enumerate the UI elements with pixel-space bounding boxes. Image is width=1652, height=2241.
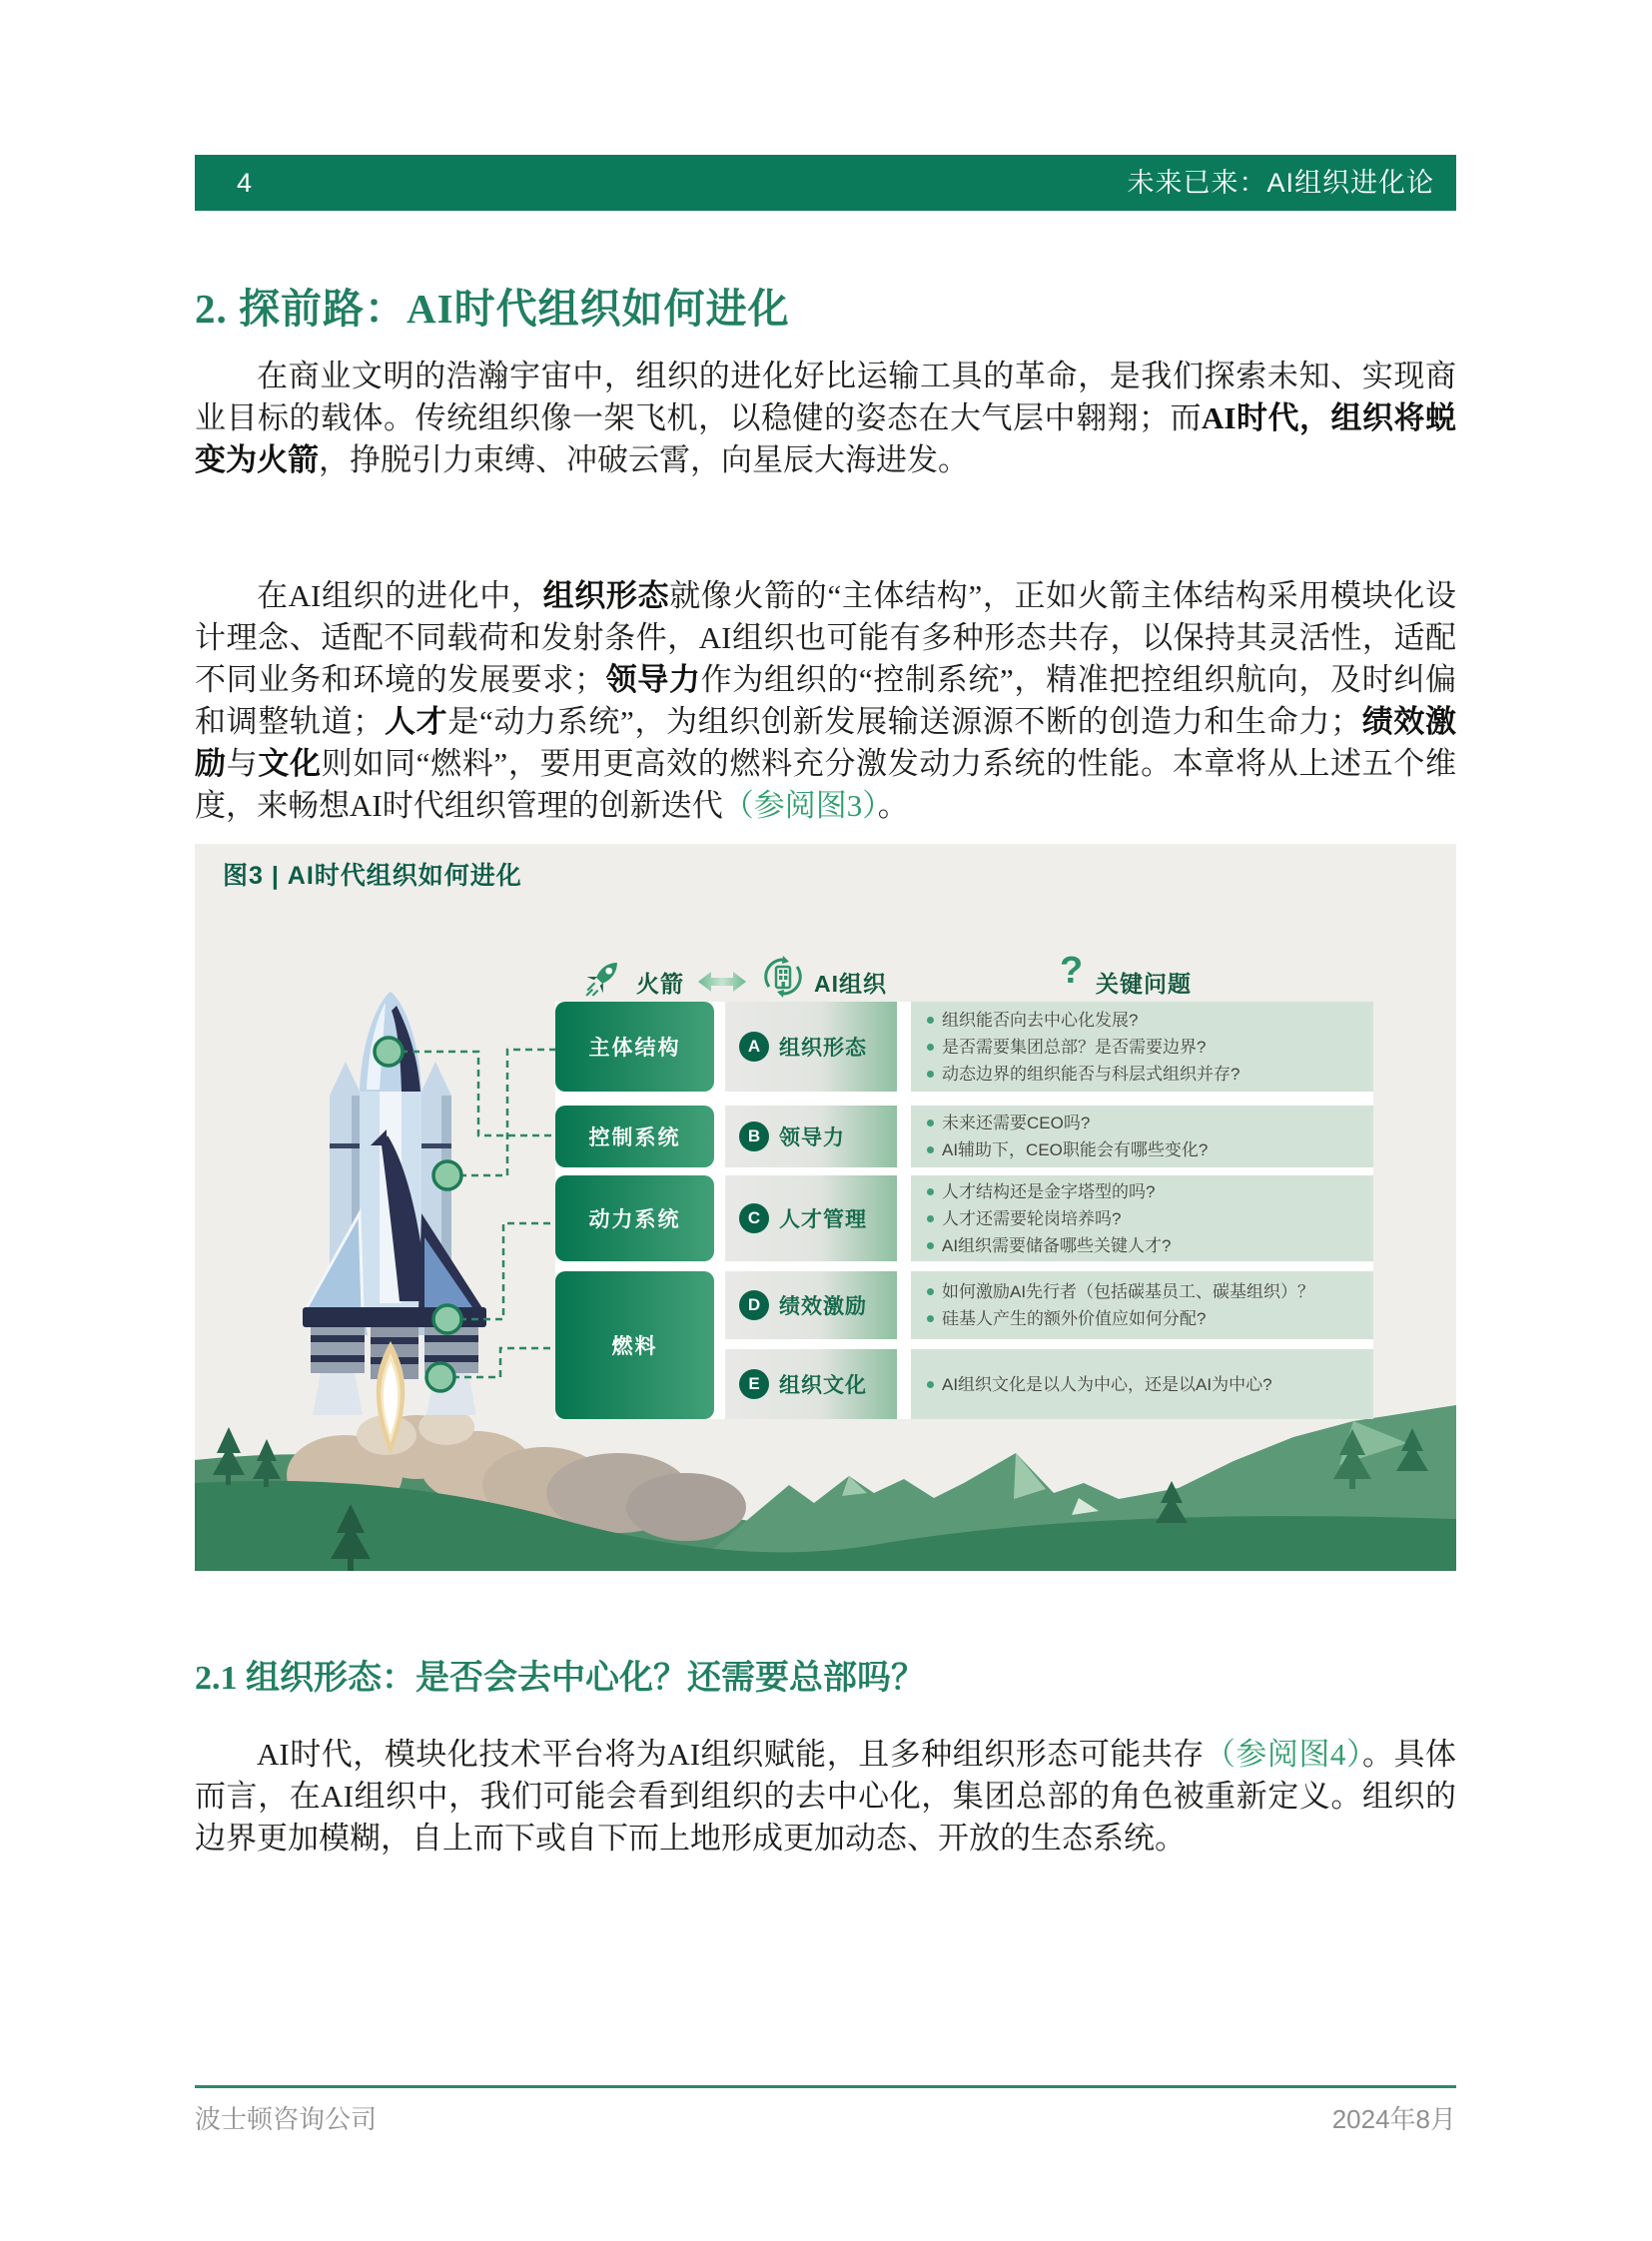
term-organization-form: 组织形态 bbox=[542, 578, 670, 613]
bullet-icon bbox=[927, 1120, 934, 1126]
bullet-icon bbox=[927, 1071, 934, 1078]
question: 人才还需要轮岗培养吗? bbox=[942, 1208, 1122, 1228]
question-mark-icon: ? bbox=[1060, 950, 1084, 992]
dimension-label: 组织形态 bbox=[779, 1037, 867, 1060]
dimension-organization-form bbox=[725, 1002, 897, 1092]
dimension-label: 领导力 bbox=[779, 1126, 845, 1149]
figure-3 bbox=[195, 844, 1456, 1571]
footer-date: 2024年8月 bbox=[1331, 2104, 1456, 2134]
bullet-icon bbox=[927, 1215, 934, 1222]
system-label: 控制系统 bbox=[588, 1126, 681, 1149]
questions-leadership bbox=[911, 1106, 1373, 1167]
term-culture: 文化 bbox=[258, 746, 322, 781]
letter-badge: D bbox=[739, 1290, 769, 1320]
paragraph-1-bold: AI时代，组织将蜕变为火箭 bbox=[195, 400, 1457, 477]
paragraph-2-text: 在AI组织的进化中， bbox=[257, 578, 543, 613]
questions-incentive bbox=[911, 1271, 1373, 1339]
figure4-reference-link[interactable]: （参阅图4） bbox=[1204, 1737, 1362, 1772]
system-box-structure bbox=[555, 1002, 714, 1092]
legend-rocket-label: 火箭 bbox=[636, 971, 684, 997]
dimension-incentive bbox=[725, 1271, 897, 1339]
questions-culture bbox=[911, 1349, 1373, 1419]
system-box-control bbox=[555, 1106, 714, 1167]
term-incentive: 绩效激励 bbox=[195, 704, 1457, 781]
page-number: 4 bbox=[237, 168, 253, 198]
question: 组织能否向去中心化发展? bbox=[942, 1010, 1139, 1030]
bullet-icon bbox=[927, 1242, 934, 1249]
questions-organization-form bbox=[911, 1002, 1373, 1092]
footer-divider bbox=[195, 2085, 1456, 2088]
paragraph-2 bbox=[195, 575, 1456, 827]
bullet-icon bbox=[927, 1044, 934, 1051]
figure-title: 图3 | AI时代组织如何进化 bbox=[223, 862, 522, 890]
system-label: 动力系统 bbox=[588, 1208, 681, 1231]
ai-organization-icon bbox=[760, 954, 806, 1000]
rocket-icon bbox=[584, 956, 626, 998]
term-talent: 人才 bbox=[384, 704, 448, 739]
paragraph-2-text: 就像火箭的“主体结构”，正如火箭主体结构采用模块化设计理念、适配不同载荷和发射条件，AI组织也可能有多种形态共存，以保持其灵活性，适配不同业务和环境的发展要求； bbox=[195, 578, 1456, 697]
paragraph-3 bbox=[195, 1734, 1456, 1860]
header-title: 未来已来：AI组织进化论 bbox=[1127, 168, 1434, 198]
letter-badge: E bbox=[739, 1369, 769, 1399]
letter-badge: A bbox=[739, 1032, 769, 1062]
letter-badge: B bbox=[739, 1121, 769, 1151]
questions-talent bbox=[911, 1175, 1373, 1261]
bullet-icon bbox=[927, 1288, 934, 1295]
paragraph-1 bbox=[195, 356, 1456, 481]
paragraph-2-text: 则如同“燃料”，要用更高效的燃料充分激发动力系统的性能。本章将从上述五个维度，来畅想AI时代组织管理的创新迭代 bbox=[195, 746, 1457, 823]
paragraph-2-text: 与 bbox=[226, 746, 259, 781]
question: 是否需要集团总部？是否需要边界? bbox=[942, 1037, 1207, 1057]
paragraph-1-text: ，挣脱引力束缚、冲破云霄，向星辰大海进发。 bbox=[319, 442, 969, 477]
question: 动态边界的组织能否与科层式组织并存? bbox=[942, 1064, 1240, 1084]
paragraph-3-text: 。具体而言，在AI组织中，我们可能会看到组织的去中心化，集团总部的角色被重新定义。组织的边界更加模糊，自上而下或自下而上地形成更加动态、开放的生态系统。 bbox=[195, 1737, 1456, 1856]
bullet-icon bbox=[927, 1381, 934, 1388]
paragraph-2-text: 作为组织的“控制系统”，精准把控组织航向，及时纠偏和调整轨道； bbox=[195, 662, 1457, 739]
figure3-reference-link[interactable]: （参阅图3） bbox=[722, 788, 878, 823]
figure-mapping-table bbox=[555, 1002, 1373, 1419]
dimension-label: 人才管理 bbox=[779, 1208, 867, 1231]
legend-ai-label: AI组织 bbox=[814, 971, 887, 997]
question: 未来还需要CEO吗? bbox=[942, 1114, 1091, 1132]
paragraph-2-text: 。 bbox=[877, 788, 909, 823]
dimension-culture bbox=[725, 1349, 897, 1419]
legend-question-label: 关键问题 bbox=[1096, 971, 1192, 997]
bullet-icon bbox=[927, 1146, 934, 1153]
question: 人才结构还是金字塔型的吗? bbox=[942, 1181, 1156, 1201]
paragraph-3-text: AI时代，模块化技术平台将为AI组织赋能，且多种组织形态可能共存 bbox=[257, 1737, 1205, 1772]
bullet-icon bbox=[927, 1188, 934, 1195]
bullet-icon bbox=[927, 1017, 934, 1024]
letter-badge: C bbox=[739, 1203, 769, 1233]
section-heading: 2. 探前路：AI时代组织如何进化 bbox=[195, 286, 790, 332]
question: 如何激励AI先行者（包括碳基员工、碳基组织）？ bbox=[942, 1282, 1315, 1301]
question: AI组织文化是以人为中心，还是以AI为中心? bbox=[942, 1374, 1272, 1394]
subsection-heading: 2.1 组织形态：是否会去中心化？还需要总部吗？ bbox=[195, 1660, 925, 1697]
bullet-icon bbox=[927, 1315, 934, 1322]
paragraph-2-text: 是“动力系统”，为组织创新发展输送源源不断的创造力和生命力； bbox=[447, 704, 1362, 739]
system-label: 主体结构 bbox=[588, 1037, 681, 1060]
bidirectional-arrow-icon bbox=[696, 970, 748, 994]
question: 硅基人产生的额外价值应如何分配? bbox=[942, 1309, 1207, 1328]
dimension-label: 组织文化 bbox=[779, 1374, 867, 1397]
page-header-bar bbox=[195, 155, 1456, 211]
question: AI辅助下，CEO职能会有哪些变化? bbox=[942, 1140, 1209, 1159]
system-label: 燃料 bbox=[611, 1335, 658, 1358]
system-box-fuel bbox=[555, 1271, 714, 1419]
system-box-power bbox=[555, 1175, 714, 1261]
question: AI组织需要储备哪些关键人才? bbox=[942, 1235, 1172, 1255]
paragraph-1-text: 在商业文明的浩瀚宇宙中，组织的进化好比运输工具的革命，是我们探索未知、实现商业目标的载体。传统组织像一架飞机，以稳健的姿态在大气层中翱翔；而 bbox=[195, 359, 1456, 435]
footer-company: 波士顿咨询公司 bbox=[195, 2104, 378, 2134]
term-leadership: 领导力 bbox=[604, 662, 701, 697]
dimension-leadership bbox=[725, 1106, 897, 1167]
dimension-talent bbox=[725, 1175, 897, 1261]
dimension-label: 绩效激励 bbox=[779, 1295, 867, 1318]
